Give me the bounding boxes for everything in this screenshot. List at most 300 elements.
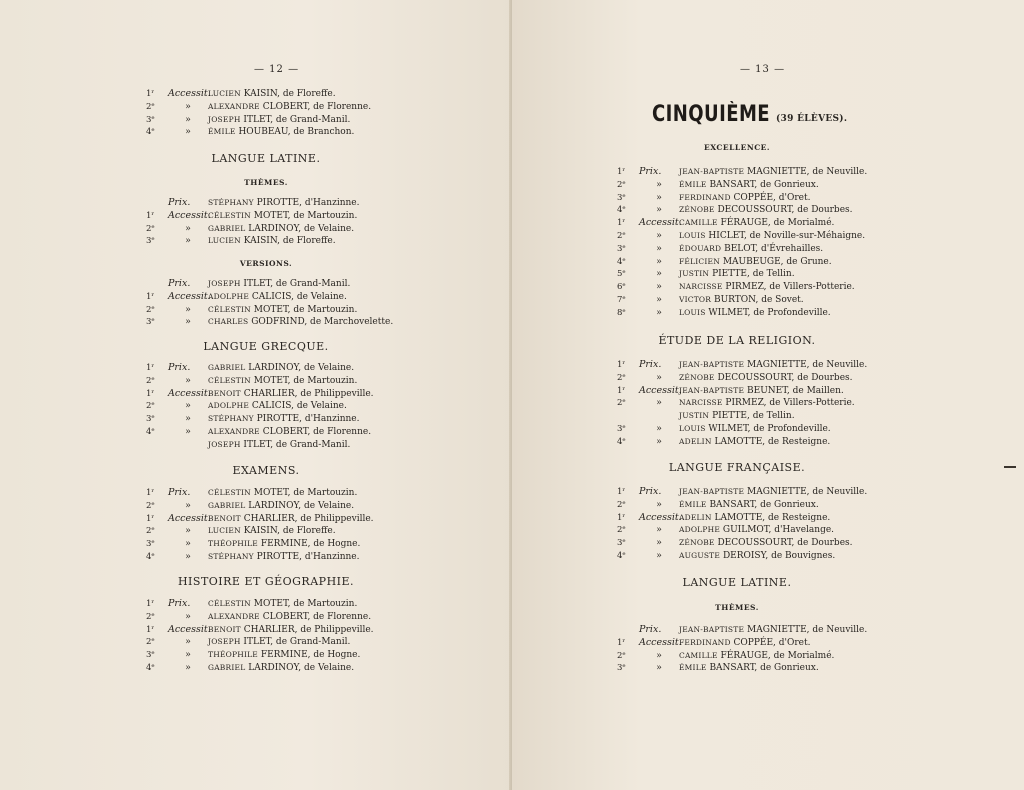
list-block: [146, 362, 476, 452]
student-name: [208, 513, 374, 526]
surname-and-town: HICLET, de Noville-sur-Méhaigne.: [705, 230, 866, 241]
list-item: [617, 410, 957, 423]
rank-label: 1ʳ: [146, 89, 155, 99]
first-name: STÉPHANY: [208, 198, 254, 207]
list-item: [146, 316, 476, 329]
list-item: [617, 624, 957, 637]
list-item: [146, 439, 476, 452]
first-name: GABRIEL: [208, 662, 246, 672]
rank-label: 2ᵉ: [617, 525, 626, 536]
section-heading: LANGUE LATINE.: [211, 152, 321, 165]
surname-and-town: HOUBEAU, de Branchon.: [235, 127, 355, 138]
first-name: ÉMILE: [208, 127, 236, 137]
student-name: [679, 410, 795, 423]
award-label: »: [185, 610, 191, 622]
rank-label: 2ᵉ: [617, 179, 626, 190]
list-item: [617, 230, 957, 243]
first-name: ALEXANDRE: [208, 101, 260, 111]
first-name: GABRIEL: [208, 500, 246, 510]
award-label: Prix.: [168, 197, 191, 208]
rank-label: [146, 197, 168, 210]
award-label: »: [185, 100, 191, 112]
first-name: FERDINAND: [679, 637, 731, 647]
student-name: [208, 662, 354, 675]
rank-label: 3ᵉ: [617, 192, 626, 203]
student-name: [679, 294, 804, 307]
surname-and-town: LAMOTTE, de Resteigne.: [711, 512, 831, 523]
first-name: LOUIS: [679, 230, 706, 240]
rank-label: 3ᵉ: [617, 538, 626, 549]
award-label: »: [656, 524, 662, 536]
list-item: [146, 426, 476, 439]
student-name: [679, 359, 867, 372]
page-number: — 12 —: [254, 64, 300, 75]
rank-label: [617, 624, 639, 637]
list-block: [617, 624, 957, 675]
list-item: [146, 375, 476, 388]
student-name: [208, 316, 393, 329]
surname-and-town: PIETTE, de Tellin.: [709, 269, 795, 280]
list-item: [146, 551, 476, 564]
surname-and-town: MOTET, de Martouzin.: [250, 210, 358, 221]
first-name: CÉLESTIN: [208, 304, 251, 314]
list-block: [146, 487, 476, 564]
award-label: Accessit.: [639, 217, 682, 229]
first-name: JOSEPH: [208, 637, 241, 647]
list-item: [146, 538, 476, 551]
rank-label: 1ʳ: [146, 488, 155, 498]
surname-and-town: COPPÉE, d'Oret.: [730, 192, 811, 203]
award-label: »: [185, 636, 191, 648]
list-item: [146, 362, 476, 375]
rank-label: 2ᵉ: [146, 223, 155, 234]
student-name: [679, 179, 819, 192]
first-name: JUSTIN: [679, 411, 710, 421]
first-name: THÉOPHILE: [208, 539, 258, 549]
student-name: [679, 499, 819, 512]
list-item: [617, 359, 957, 372]
student-name: [679, 524, 834, 537]
surname-and-town: MOTET, de Martouzin.: [250, 375, 358, 386]
list-item: [617, 217, 957, 230]
rank-label: 2ᵉ: [617, 499, 626, 510]
surname-and-town: PIROTTE, d'Hanzinne.: [253, 414, 360, 425]
student-name: [679, 230, 865, 243]
first-name: ZÉNOBE: [679, 538, 715, 548]
student-name: [679, 650, 834, 663]
rank-label: 3ᵉ: [146, 114, 155, 125]
list-item: [617, 637, 957, 650]
list-item: [146, 278, 476, 291]
award-label: »: [185, 113, 191, 125]
award-label: Accessit.: [639, 511, 682, 523]
rank-label: 2ᵉ: [146, 611, 155, 622]
surname-and-town: CHARLIER, de Philippeville.: [240, 388, 374, 399]
award-label: »: [185, 525, 191, 537]
student-name: [208, 624, 374, 637]
surname-and-town: LARDINOY, de Velaine.: [245, 363, 355, 373]
rank-label: 4ᵉ: [617, 205, 626, 216]
surname-and-town: ITLET, de Grand-Manil.: [240, 114, 351, 125]
award-label: »: [656, 306, 662, 318]
surname-and-town: FERMINE, de Hogne.: [257, 650, 361, 661]
list-item: [146, 235, 476, 248]
award-label: »: [656, 293, 662, 305]
rank-label: 2ᵉ: [617, 398, 626, 409]
first-name: ADOLPHE: [679, 525, 721, 535]
rank-label: 2ᵉ: [146, 401, 155, 412]
award-label: »: [185, 316, 191, 328]
surname-and-town: FÉRAUGE, de Morialmé.: [717, 218, 835, 229]
student-name: [208, 487, 357, 500]
student-name: [208, 114, 350, 127]
list-block: [617, 486, 957, 563]
first-name: ADELIN: [679, 512, 712, 522]
list-item: [617, 307, 957, 320]
surname-and-town: WILMET, de Profondeville.: [705, 423, 831, 434]
first-name: AUGUSTE: [679, 550, 721, 560]
student-name: [679, 662, 819, 675]
award-label: »: [185, 235, 191, 247]
student-name: [208, 649, 360, 662]
rank-label: 1ʳ: [146, 388, 155, 399]
list-item: [146, 636, 476, 649]
award-label: Accessit.: [168, 623, 211, 635]
first-name: JOSEPH: [208, 114, 241, 124]
list-item: [146, 223, 476, 236]
student-name: [679, 550, 835, 563]
first-name: LUCIEN: [208, 236, 241, 246]
surname-and-town: LARDINOY, de Velaine.: [245, 662, 355, 673]
section-heading: ÉTUDE DE LA RELIGION.: [658, 334, 816, 347]
first-name: JEAN-BAPTISTE: [679, 385, 745, 395]
first-name: LOUIS: [679, 423, 706, 433]
list-item: [146, 101, 476, 114]
first-name: ZÉNOBE: [679, 205, 715, 215]
student-name: [208, 598, 357, 611]
first-name: CAMILLE: [679, 218, 718, 228]
list-item: [146, 88, 476, 101]
student-name: [208, 375, 357, 388]
surname-and-town: COPPÉE, d'Oret.: [730, 637, 811, 648]
rank-label: 4ᵉ: [146, 662, 155, 673]
rank-label: 7ᵉ: [617, 294, 626, 305]
first-name: JEAN-BAPTISTE: [679, 360, 745, 369]
award-label: »: [185, 425, 191, 437]
rank-label: 4ᵉ: [146, 127, 155, 138]
list-item: [146, 291, 476, 304]
surname-and-town: MOTET, de Martouzin.: [250, 599, 358, 609]
list-item: [617, 268, 957, 281]
list-item: [146, 197, 476, 210]
award-label: »: [656, 242, 662, 254]
list-item: [617, 281, 957, 294]
rank-label: 3ᵉ: [617, 243, 626, 254]
rank-label: 1ʳ: [617, 637, 626, 648]
class-count: (39 ÉLÈVES).: [776, 114, 848, 124]
award-label: Accessit.: [639, 384, 682, 396]
award-label: Accessit.: [168, 387, 211, 399]
student-name: [208, 197, 359, 210]
surname-and-town: CHARLIER, de Philippeville.: [240, 513, 374, 524]
section-heading: LANGUE FRANÇAISE.: [668, 461, 806, 474]
subsection-heading: THÈMES.: [715, 603, 759, 612]
rank-label: 2ᵉ: [617, 372, 626, 383]
award-label: »: [185, 374, 191, 386]
rank-label: 3ᵉ: [146, 650, 155, 661]
student-name: [679, 385, 844, 398]
award-label: »: [656, 204, 662, 216]
surname-and-town: DEROISY, de Bouvignes.: [720, 550, 836, 561]
award-label: »: [656, 662, 662, 674]
first-name: FÉLICIEN: [679, 256, 720, 266]
award-label: »: [185, 538, 191, 550]
rank-label: 8ᵉ: [617, 307, 626, 318]
student-name: [679, 307, 831, 320]
award-label: »: [656, 178, 662, 190]
list-item: [617, 192, 957, 205]
list-item: [146, 413, 476, 426]
first-name: JUSTIN: [679, 269, 710, 279]
list-item: [617, 512, 957, 525]
student-name: [679, 281, 855, 294]
list-item: [146, 400, 476, 413]
award-label: [168, 439, 208, 452]
surname-and-town: KAISIN, de Floreffe.: [240, 236, 336, 247]
rank-label: 6ᵉ: [617, 282, 626, 293]
rank-label: [146, 278, 168, 291]
surname-and-town: ITLET, de Grand-Manil.: [240, 637, 351, 648]
list-item: [146, 649, 476, 662]
student-name: [208, 304, 357, 317]
student-name: [208, 101, 371, 114]
first-name: CÉLESTIN: [208, 599, 251, 608]
list-item: [146, 525, 476, 538]
rank-label: 2ᵉ: [146, 500, 155, 511]
first-name: BENOIT: [208, 388, 241, 398]
student-name: [679, 192, 810, 205]
surname-and-town: LARDINOY, de Velaine.: [245, 223, 355, 234]
first-name: JOSEPH: [208, 279, 241, 288]
award-label: »: [656, 537, 662, 549]
surname-and-town: FÉRAUGE, de Morialmé.: [717, 650, 835, 661]
award-label: »: [185, 649, 191, 661]
award-label: »: [656, 498, 662, 510]
first-name: CÉLESTIN: [208, 210, 251, 220]
award-label: Accessit.: [168, 290, 211, 302]
first-name: ÉDOUARD: [679, 243, 722, 253]
rank-label: 5ᵉ: [617, 269, 626, 280]
rank-label: 1ʳ: [617, 218, 626, 229]
award-label: [639, 410, 679, 423]
list-item: [146, 611, 476, 624]
award-label: »: [656, 649, 662, 661]
list-block: [146, 278, 476, 329]
surname-and-town: BURTON, de Sovet.: [711, 294, 804, 305]
list-block: [617, 359, 957, 449]
surname-and-town: DECOUSSOURT, de Dourbes.: [714, 372, 853, 383]
first-name: BENOIT: [208, 513, 241, 523]
list-item: [146, 114, 476, 127]
student-name: [679, 243, 823, 256]
list-item: [146, 624, 476, 637]
rank-label: 1ʳ: [617, 167, 626, 177]
list-item: [617, 537, 957, 550]
student-name: [679, 204, 853, 217]
student-name: [208, 388, 374, 401]
student-name: [679, 423, 831, 436]
surname-and-town: MAGNIETTE, de Neuville.: [744, 360, 868, 370]
list-item: [146, 126, 476, 139]
class-title: CINQUIÈME: [652, 102, 771, 127]
list-item: [617, 524, 957, 537]
student-name: [679, 217, 834, 230]
rank-label: 2ᵉ: [617, 650, 626, 661]
award-label: »: [656, 422, 662, 434]
rank-label: [617, 410, 639, 423]
student-name: [679, 486, 867, 499]
subsection-heading: VERSIONS.: [239, 259, 293, 268]
margin-mark: [1004, 466, 1016, 468]
surname-and-town: PIRMEZ, de Villers-Potterie.: [722, 398, 855, 409]
list-item: [146, 500, 476, 513]
first-name: STÉPHANY: [208, 414, 254, 424]
list-item: [617, 650, 957, 663]
list-item: [146, 662, 476, 675]
first-name: GABRIEL: [208, 363, 246, 372]
first-name: LOUIS: [679, 307, 706, 317]
surname-and-town: BANSART, de Gonrieux.: [706, 499, 819, 510]
list-item: [617, 256, 957, 269]
rank-label: 1ʳ: [146, 210, 155, 221]
award-label: »: [185, 126, 191, 138]
surname-and-town: LARDINOY, de Velaine.: [245, 500, 355, 511]
surname-and-town: CLOBERT, de Florenne.: [259, 426, 372, 437]
rank-label: 3ᵉ: [617, 423, 626, 434]
student-name: [208, 636, 350, 649]
subsection-heading: THÈMES.: [244, 178, 288, 187]
first-name: ÉMILE: [679, 499, 707, 509]
rank-label: 3ᵉ: [617, 663, 626, 674]
list-item: [617, 397, 957, 410]
rank-label: 3ᵉ: [146, 317, 155, 328]
first-name: ADOLPHE: [208, 291, 250, 301]
award-label: »: [656, 191, 662, 203]
list-block: [146, 598, 476, 675]
student-name: [679, 397, 855, 410]
first-name: JEAN-BAPTISTE: [679, 625, 745, 634]
rank-label: 2ᵉ: [146, 101, 155, 112]
first-name: ÉMILE: [679, 663, 707, 673]
student-name: [208, 210, 357, 223]
surname-and-town: CLOBERT, de Florenne.: [259, 611, 372, 622]
student-name: [679, 537, 853, 550]
award-label: Accessit.: [168, 209, 211, 221]
award-label: »: [656, 268, 662, 280]
student-name: [208, 611, 371, 624]
student-name: [679, 436, 830, 449]
surname-and-town: WILMET, de Profondeville.: [705, 307, 831, 318]
surname-and-town: LAMOTTE, de Resteigne.: [711, 436, 831, 447]
surname-and-town: CHARLIER, de Philippeville.: [240, 624, 374, 635]
surname-and-town: FERMINE, de Hogne.: [257, 539, 361, 550]
award-label: Prix.: [639, 359, 662, 370]
surname-and-town: CALICIS, de Velaine.: [249, 291, 347, 302]
rank-label: 2ᵉ: [146, 304, 155, 315]
student-name: [208, 426, 371, 439]
surname-and-town: MAUBEUGE, de Grune.: [719, 256, 832, 267]
surname-and-town: BANSART, de Gonrieux.: [706, 179, 819, 190]
rank-label: 4ᵉ: [617, 550, 626, 561]
rank-label: 1ʳ: [146, 624, 155, 635]
first-name: CHARLES: [208, 317, 249, 327]
list-block: [146, 88, 476, 139]
rank-label: 2ᵉ: [146, 526, 155, 537]
first-name: GABRIEL: [208, 223, 246, 233]
list-item: [146, 598, 476, 611]
award-label: »: [185, 400, 191, 412]
rank-label: 1ʳ: [146, 363, 155, 373]
subsection-heading: EXCELLENCE.: [703, 143, 770, 152]
list-block: [146, 197, 476, 248]
award-label: »: [656, 281, 662, 293]
first-name: STÉPHANY: [208, 551, 254, 561]
list-item: [617, 436, 957, 449]
student-name: [208, 413, 359, 426]
surname-and-town: CLOBERT, de Florenne.: [259, 101, 372, 112]
list-item: [617, 294, 957, 307]
list-item: [146, 487, 476, 500]
rank-label: 2ᵉ: [146, 637, 155, 648]
first-name: NARCISSE: [679, 398, 723, 408]
student-name: [208, 538, 360, 551]
student-name: [208, 223, 354, 236]
first-name: ADOLPHE: [208, 401, 250, 411]
list-item: [617, 662, 957, 675]
first-name: LUCIEN: [208, 89, 241, 98]
award-label: Prix.: [168, 487, 191, 498]
surname-and-town: MAGNIETTE, de Neuville.: [744, 487, 868, 497]
student-name: [208, 291, 347, 304]
list-item: [146, 304, 476, 317]
student-name: [679, 512, 830, 525]
rank-label: 1ʳ: [617, 360, 626, 370]
list-item: [146, 210, 476, 223]
surname-and-town: ITLET, de Grand-Manil.: [240, 439, 351, 450]
award-label: »: [656, 229, 662, 241]
list-item: [617, 204, 957, 217]
list-item: [617, 372, 957, 385]
first-name: CÉLESTIN: [208, 375, 251, 385]
award-label: »: [656, 397, 662, 409]
surname-and-town: MOTET, de Martouzin.: [250, 304, 358, 315]
award-label: »: [656, 549, 662, 561]
first-name: ALEXANDRE: [208, 426, 260, 436]
first-name: FERDINAND: [679, 192, 731, 202]
award-label: »: [185, 661, 191, 673]
rank-label: 4ᵉ: [617, 436, 626, 447]
rank-label: 4ᵉ: [146, 426, 155, 437]
rank-label: 3ᵉ: [146, 414, 155, 425]
rank-label: 4ᵉ: [146, 551, 155, 562]
section-heading: EXAMENS.: [232, 464, 300, 477]
award-label: »: [656, 255, 662, 267]
first-name: NARCISSE: [679, 282, 723, 292]
award-label: »: [656, 371, 662, 383]
student-name: [208, 551, 359, 564]
surname-and-town: GODFRIND, de Marchovelette.: [248, 317, 394, 328]
list-item: [617, 423, 957, 436]
